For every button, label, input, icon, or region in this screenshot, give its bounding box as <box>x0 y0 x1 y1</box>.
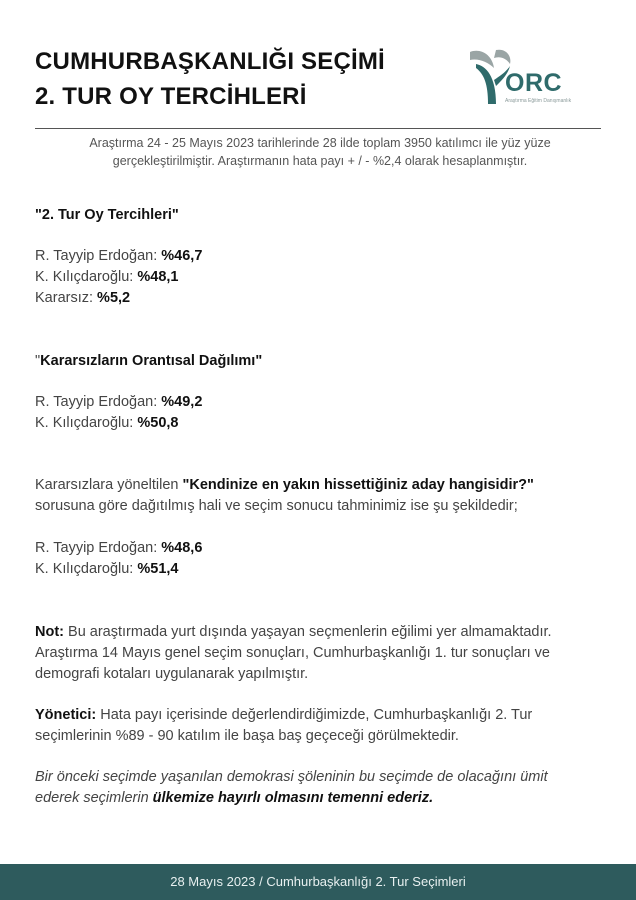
manager-label: Yönetici: <box>35 707 97 723</box>
section-heading: Kararsızların Orantısal Dağılımı" <box>40 353 263 369</box>
manager-line-2: seçimlerinin %89 - 90 katılım ile başa baş geçeceği görülmektedir. <box>35 728 459 744</box>
manager-line-1 <box>35 705 595 726</box>
header-divider <box>35 128 601 129</box>
logo-tagline: Araştırma Eğitim Danışmanlık <box>505 98 572 104</box>
result-row <box>35 267 595 288</box>
section3-rows <box>35 538 595 580</box>
question-line <box>35 475 595 496</box>
candidate-value: %46,7 <box>161 248 203 264</box>
note-label: Not: <box>35 624 64 640</box>
section1-rows <box>35 246 595 309</box>
candidate-value: %5,2 <box>97 290 131 306</box>
candidate-label: K. Kılıçdaroğlu: <box>35 415 138 431</box>
intro-text <box>40 134 600 170</box>
result-row <box>35 538 595 559</box>
closing-line-2 <box>35 788 595 809</box>
logo-wordmark: ORC <box>505 69 563 97</box>
manager-text: Hata payı içerisinde değerlendirdiğimizde, Cumhurbaşkanlığı 2. Tur <box>96 707 533 723</box>
candidate-label: Kararsız: <box>35 290 98 306</box>
note-line-3: demografi kotaları uygulanarak yapılmıştır. <box>35 666 309 682</box>
footer-bar <box>0 864 636 900</box>
candidate-label: R. Tayyip Erdoğan: <box>35 248 162 264</box>
note-line-1 <box>35 622 595 643</box>
footer-text: 28 Mayıs 2023 / Cumhurbaşkanlığı 2. Tur Seçimleri <box>170 874 466 889</box>
section-tahmin <box>35 475 595 517</box>
candidate-label: R. Tayyip Erdoğan: <box>35 394 162 410</box>
closing-paragraph <box>35 767 595 809</box>
candidate-value: %48,6 <box>161 540 203 556</box>
result-row <box>35 288 595 309</box>
result-row <box>35 559 595 580</box>
intro-line-1: Araştırma 24 - 25 Mayıs 2023 tarihlerinde 28 ilde toplam 3950 katılımcı ile yüz yüze <box>89 136 551 150</box>
candidate-label: K. Kılıçdaroğlu: <box>35 269 138 285</box>
heading-quote: " <box>35 353 41 369</box>
candidate-value: %51,4 <box>137 561 179 577</box>
candidate-value: %49,2 <box>161 394 203 410</box>
manager-paragraph <box>35 705 595 747</box>
page-title <box>35 44 385 114</box>
section-kararsizlar <box>35 351 595 372</box>
note-paragraph <box>35 622 595 685</box>
candidate-label: K. Kılıçdaroğlu: <box>35 561 138 577</box>
candidate-value: %48,1 <box>137 269 179 285</box>
closing-emphasis: ülkemize hayırlı olmasını temenni ederiz. <box>152 790 434 806</box>
question-text: "Kendinize en yakın hissettiğiniz aday hangisidir?" <box>182 477 534 493</box>
note-line-2: Araştırma 14 Mayıs genel seçim sonuçları, Cumhurbaşkanlığı 1. tur sonuçları ve <box>35 645 550 661</box>
title-line-2: 2. TUR OY TERCİHLERİ <box>35 83 307 110</box>
section2-rows <box>35 392 595 434</box>
question-lead: Kararsızlara yöneltilen <box>35 477 183 493</box>
section-heading: "2. Tur Oy Tercihleri" <box>35 207 179 223</box>
candidate-label: R. Tayyip Erdoğan: <box>35 540 162 556</box>
result-row <box>35 413 595 434</box>
intro-line-2: gerçekleştirilmiştir. Araştırmanın hata payı + / - %2,4 olarak hesaplanmıştır. <box>112 154 528 168</box>
section-2-tur-oy-tercihleri <box>35 205 595 226</box>
note-text: Bu araştırmada yurt dışında yaşayan seçmenlerin eğilimi yer almamaktadır. <box>64 624 552 640</box>
result-row <box>35 392 595 413</box>
orc-logo <box>466 46 586 112</box>
closing-text: ederek seçimlerin <box>35 790 153 806</box>
title-line-1: CUMHURBAŞKANLIĞI SEÇİMİ <box>35 48 385 75</box>
question-tail: sorusuna göre dağıtılmış hali ve seçim sonucu tahminimiz ise şu şekildedir; <box>35 498 518 514</box>
closing-line-1: Bir önceki seçimde yaşanılan demokrasi şöleninin bu seçimde de olacağını ümit <box>35 769 548 785</box>
result-row <box>35 246 595 267</box>
candidate-value: %50,8 <box>137 415 179 431</box>
